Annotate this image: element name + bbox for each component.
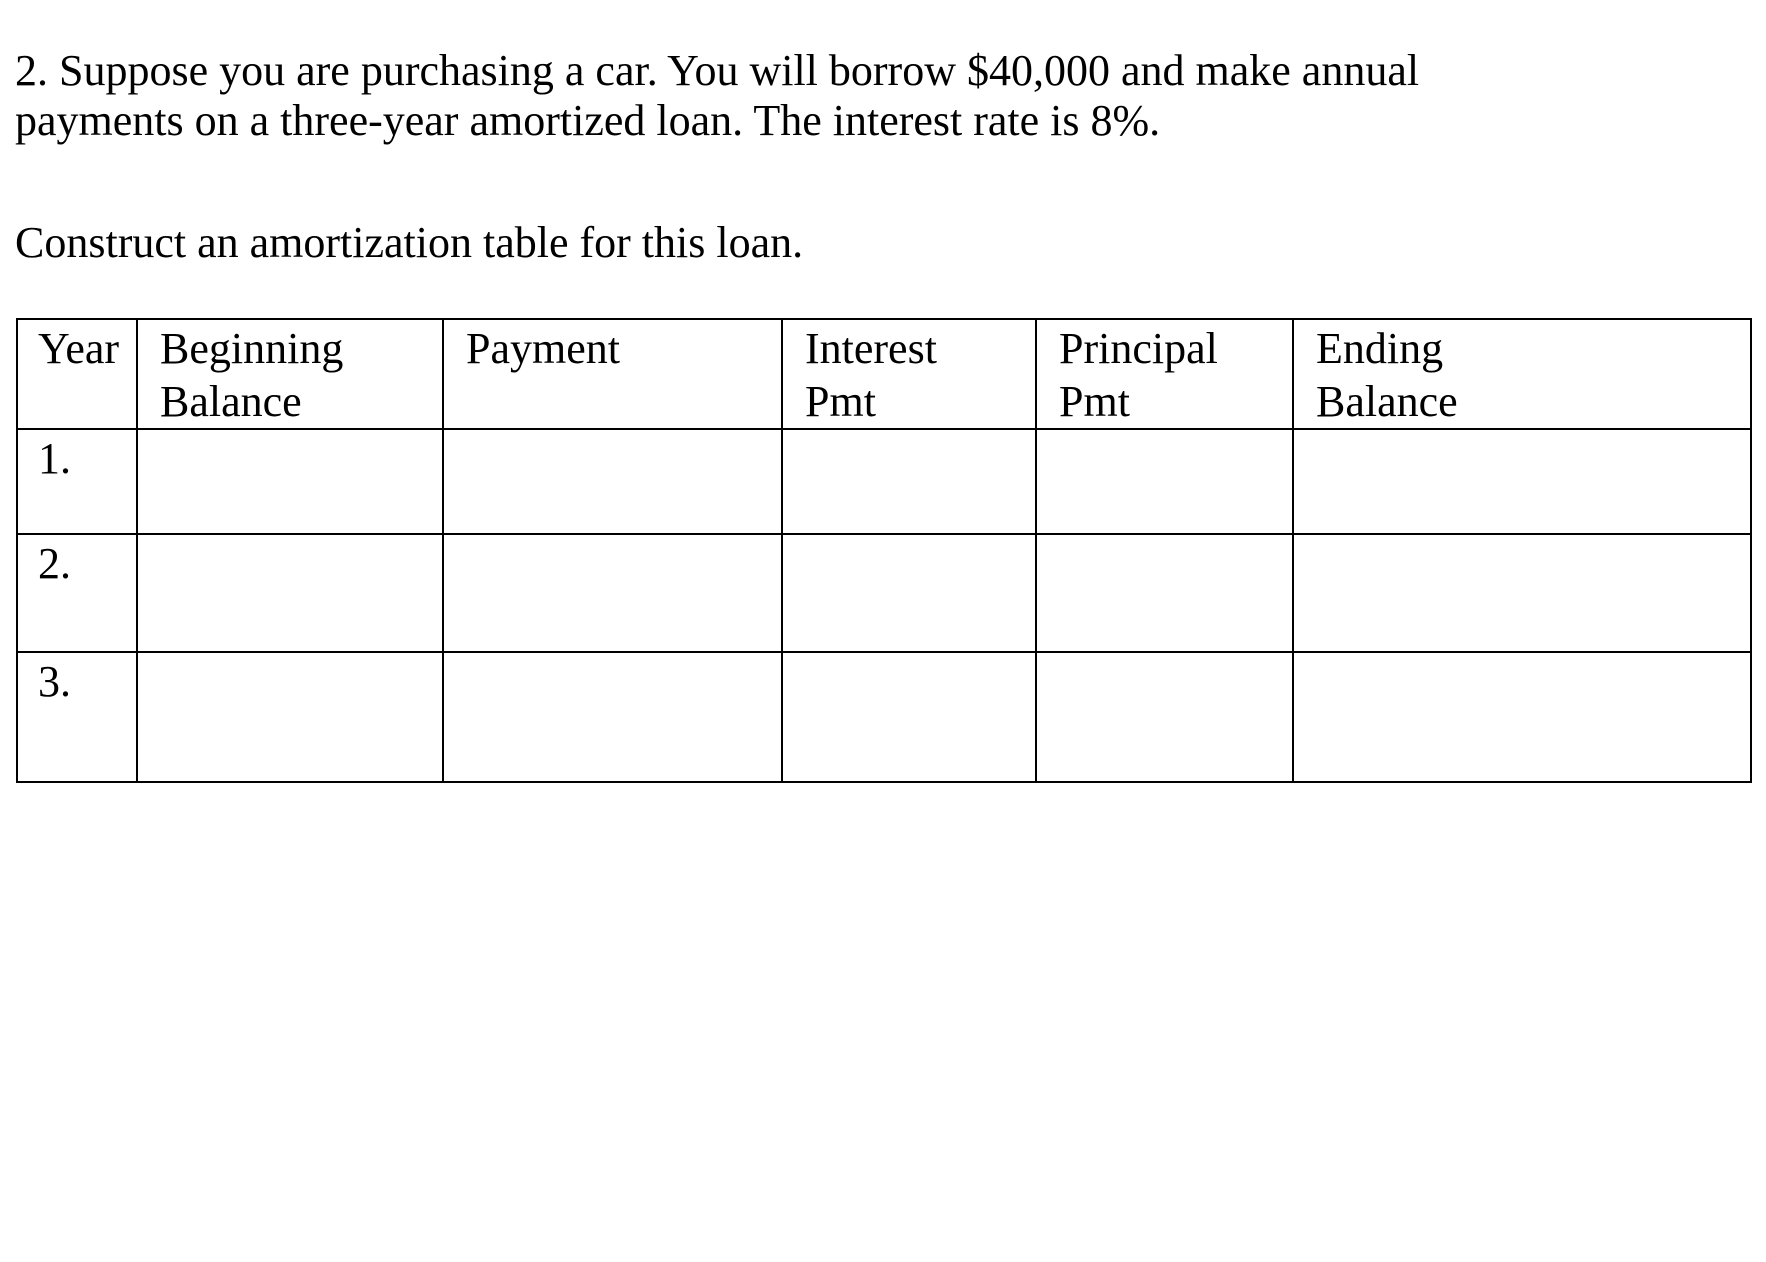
instruction-text: Construct an amortization table for this loan. [15,218,804,267]
cell-ending-balance[interactable] [1293,534,1751,652]
header-interest-pmt: Interest Pmt [782,319,1036,429]
cell-payment[interactable] [443,534,782,652]
amortization-table [16,318,1752,783]
cell-payment[interactable] [443,429,782,534]
cell-beginning-balance[interactable] [137,534,443,652]
cell-interest-pmt[interactable] [782,652,1036,782]
header-beginning-balance: Beginning Balance [137,319,443,429]
table-row [17,534,1751,652]
table-row [17,429,1751,534]
cell-beginning-balance[interactable] [137,652,443,782]
cell-year: 2. [17,534,137,652]
cell-principal-pmt[interactable] [1036,652,1293,782]
cell-ending-balance[interactable] [1293,429,1751,534]
table-header-row [17,319,1751,429]
cell-year: 3. [17,652,137,782]
header-year: Year [17,319,137,429]
cell-year: 1. [17,429,137,534]
header-ending-balance: Ending Balance [1293,319,1751,429]
cell-payment[interactable] [443,652,782,782]
cell-beginning-balance[interactable] [137,429,443,534]
cell-principal-pmt[interactable] [1036,429,1293,534]
cell-interest-pmt[interactable] [782,534,1036,652]
cell-principal-pmt[interactable] [1036,534,1293,652]
header-principal-pmt: Principal Pmt [1036,319,1293,429]
cell-ending-balance[interactable] [1293,652,1751,782]
cell-interest-pmt[interactable] [782,429,1036,534]
header-payment: Payment [443,319,782,429]
question-line-2: payments on a three-year amortized loan. The interest rate is 8%. [15,96,1161,145]
question-line-1: 2. Suppose you are purchasing a car. You will borrow $40,000 and make annual [15,46,1420,95]
table-row [17,652,1751,782]
question-text [15,46,1715,146]
